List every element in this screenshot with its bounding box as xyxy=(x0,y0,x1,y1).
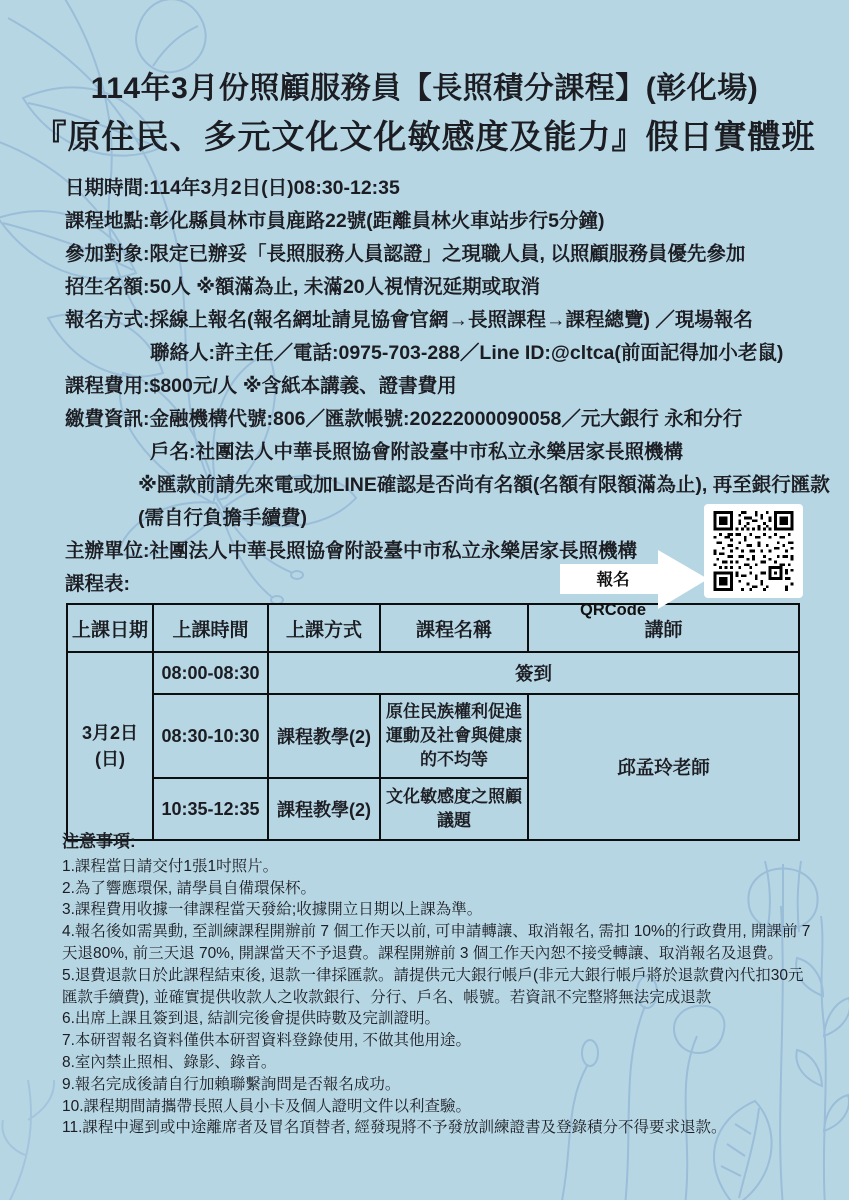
detail-contact: 聯絡人:許主任／電話:0975-703-288／Line ID:@cltca(前面記得加小老鼠) xyxy=(150,342,784,364)
session1-time-cell: 08:30-10:30 xyxy=(153,694,268,778)
session2-name-cell: 文化敏感度之照顧議題 xyxy=(380,778,528,840)
detail-audience: 參加對象:限定已辦妥「長照服務人員認證」之現職人員, 以照顧服務員優先參加 xyxy=(65,243,746,265)
note-item-5: 5.退費退款日於此課程結束後, 退款一律採匯款。請提供元大銀行帳戶(非元大銀行帳戶將於退款費內代扣30元匯款手續費), 並確實提供收款人之收款銀行、分行、戶名、帳號。若資訊不完整將無法完成退款 xyxy=(62,966,804,1006)
notes-section xyxy=(62,831,812,1139)
detail-registration: 報名方式:採線上報名(報名網址請見協會官網→長照課程→課程總覽) ／現場報名 xyxy=(65,309,753,331)
header-teacher: 講師 xyxy=(528,604,799,652)
detail-transfer-note: ※匯款前請先來電或加LINE確認是否尚有名額(名額有限額滿為止), 再至銀行匯款 xyxy=(138,474,830,496)
detail-fee: 課程費用:$800元/人 ※含紙本講義、證書費用 xyxy=(65,375,457,397)
detail-organizer: 主辦單位:社團法人中華長照協會附設臺中市私立永樂居家長照機構 xyxy=(65,540,637,562)
header-class-date: 上課日期 xyxy=(67,604,153,652)
note-item-6: 6.出席上課且簽到退, 結訓完後會提供時數及完訓證明。 xyxy=(62,1010,441,1028)
teacher-cell: 邱孟玲老師 xyxy=(528,694,799,840)
header-class-time: 上課時間 xyxy=(153,604,268,652)
note-item-10: 10.課程期間請攜帶長照人員小卡及個人證明文件以利查驗。 xyxy=(62,1097,472,1115)
header-course-name: 課程名稱 xyxy=(380,604,528,652)
qr-label-text: 報名QRCode xyxy=(580,571,646,619)
session1-mode-cell: 課程教學(2) xyxy=(268,694,380,778)
header-class-mode: 上課方式 xyxy=(268,604,380,652)
page-title xyxy=(0,66,849,162)
qr-code xyxy=(711,511,796,591)
table-row xyxy=(67,694,799,778)
title-line-2: 『原住民、多元文化文化敏感度及能力』假日實體班 xyxy=(33,118,816,155)
registration-qr-panel xyxy=(704,504,803,598)
note-item-8: 8.室內禁止照相、錄影、錄音。 xyxy=(62,1053,277,1071)
detail-payment: 繳費資訊:金融機構代號:806／匯款帳號:20222000090058／元大銀行 永和分行 xyxy=(65,408,743,430)
signin-cell: 簽到 xyxy=(268,652,799,694)
note-item-3: 3.課程費用收據一律課程當天發給;收據開立日期以上課為準。 xyxy=(62,901,483,919)
note-item-11: 11.課程中遲到或中途離席者及冒名頂替者, 經發現將不予發放訓練證書及登錄積分不得要求退款。 xyxy=(62,1119,727,1137)
class-date-cell xyxy=(67,652,153,840)
schedule-header-row xyxy=(67,604,799,652)
course-details xyxy=(65,172,830,619)
class-date-line1: 3月2日 xyxy=(81,723,139,743)
schedule-label: 課程表: xyxy=(65,573,130,595)
note-item-9: 9.報名完成後請自行加賴聯繫詢問是否報名成功。 xyxy=(62,1075,401,1093)
detail-fee-note: (需自行負擔手續費) xyxy=(138,507,307,529)
schedule-table xyxy=(66,603,800,841)
note-item-1: 1.課程當日請交付1張1吋照片。 xyxy=(62,857,279,875)
note-item-7: 7.本研習報名資料僅供本研習資料登錄使用, 不做其他用途。 xyxy=(62,1032,472,1050)
note-item-4: 4.報名後如需異動, 至訓練課程開辦前 7 個工作天以前, 可申請轉讓、取消報名, 需扣 10%的行政費用, 開課前 7 天退80%, 前三天退 70%, 開課當天不予退費。課程開辦前 3 個工作天內恕不接受轉讓、取消報名及退費。 xyxy=(62,923,811,962)
session2-mode-cell: 課程教學(2) xyxy=(268,778,380,840)
session1-name-cell: 原住民族權利促進運動及社會與健康的不均等 xyxy=(380,694,528,778)
detail-quota: 招生名額:50人 ※額滿為止, 未滿20人視情況延期或取消 xyxy=(65,276,541,298)
detail-account-name: 戶名:社團法人中華長照協會附設臺中市私立永樂居家長照機構 xyxy=(150,441,683,463)
table-row xyxy=(67,652,799,694)
notes-heading: 注意事項: xyxy=(62,832,136,851)
detail-location: 課程地點:彰化縣員林市員鹿路22號(距離員林火車站步行5分鐘) xyxy=(65,210,605,232)
class-date-line2: (日) xyxy=(95,749,125,769)
qr-label-banner xyxy=(560,549,710,619)
signin-time-cell: 08:00-08:30 xyxy=(153,652,268,694)
title-line-1: 114年3月份照顧服務員【長照積分課程】(彰化場) xyxy=(90,72,759,105)
detail-date-time: 日期時間:114年3月2日(日)08:30-12:35 xyxy=(65,177,400,199)
session2-time-cell: 10:35-12:35 xyxy=(153,778,268,840)
note-item-2: 2.為了響應環保, 請學員自備環保杯。 xyxy=(62,879,317,897)
